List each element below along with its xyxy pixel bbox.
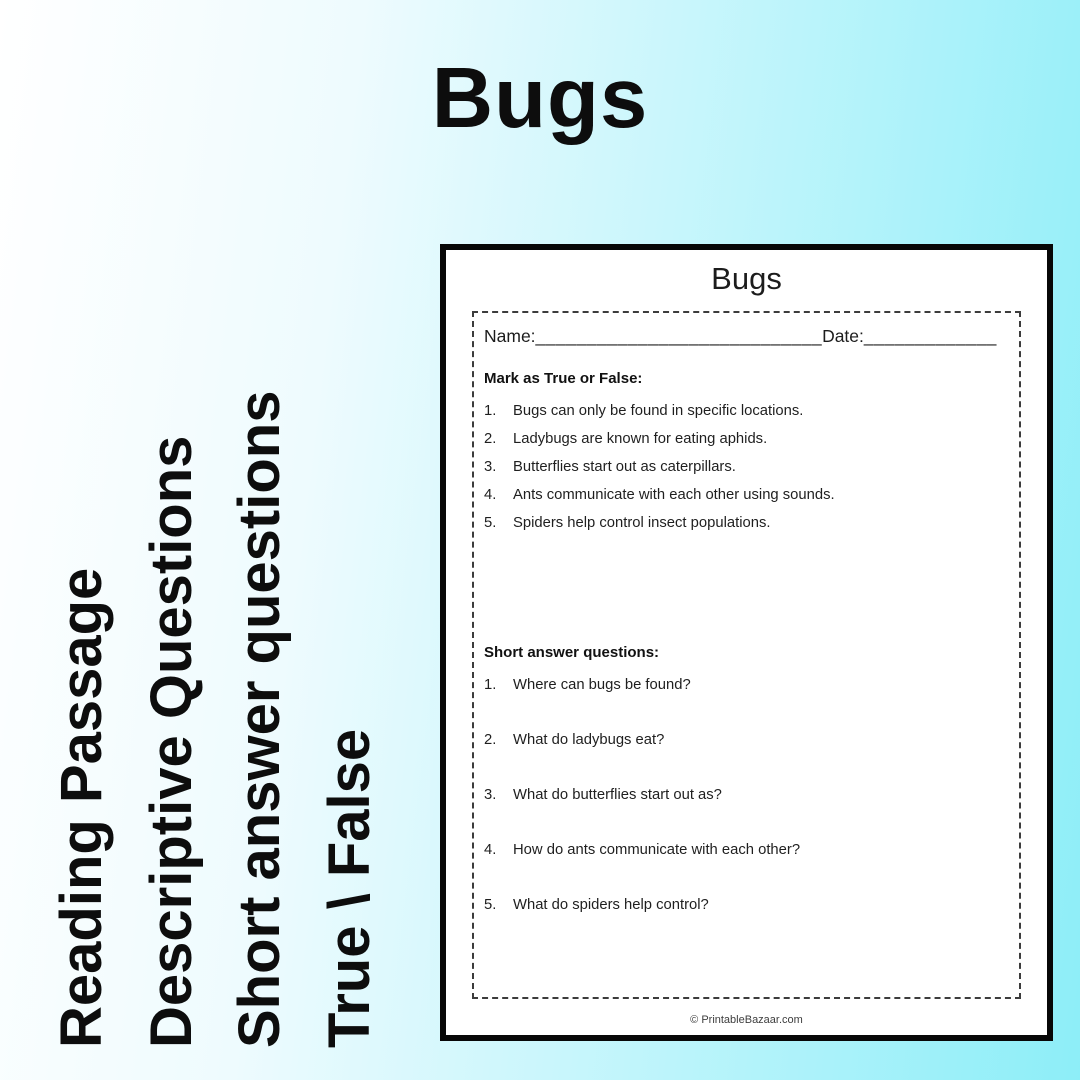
short-answer-item xyxy=(484,786,1009,804)
item-number: 4. xyxy=(484,487,497,503)
item-text: Ants communicate with each other using sounds. xyxy=(513,487,835,503)
true-false-list xyxy=(484,402,1009,532)
item-number: 1. xyxy=(484,403,497,419)
item-text: Spiders help control insect populations. xyxy=(513,515,771,531)
item-number: 1. xyxy=(484,677,497,693)
item-text: How do ants communicate with each other? xyxy=(513,842,801,858)
copyright-footer: © PrintableBazaar.com xyxy=(690,1014,803,1026)
name-field xyxy=(484,326,822,347)
short-answer-list xyxy=(484,676,1009,914)
item-text: Butterflies start out as caterpillars. xyxy=(513,459,736,475)
item-number: 3. xyxy=(484,459,497,475)
item-text: What do spiders help control? xyxy=(513,897,709,913)
worksheet-content-box xyxy=(472,311,1021,999)
main-title: Bugs xyxy=(431,51,649,146)
sidebar-label-descriptive-questions: Descriptive Questions xyxy=(139,435,204,1048)
short-answer-item xyxy=(484,676,1009,694)
name-date-row xyxy=(484,326,1009,347)
date-label: Date: xyxy=(822,326,864,346)
item-number: 5. xyxy=(484,897,497,913)
sidebar-label-true-false: True \ False xyxy=(317,728,382,1048)
date-blank-line: _____________ xyxy=(863,326,997,346)
short-answer-heading: Short answer questions: xyxy=(484,644,660,661)
true-false-item xyxy=(484,458,1009,476)
item-number: 2. xyxy=(484,732,497,748)
item-text: What do ladybugs eat? xyxy=(513,732,665,748)
item-number: 2. xyxy=(484,431,497,447)
true-false-item xyxy=(484,430,1009,448)
item-text: Bugs can only be found in specific locations. xyxy=(513,403,804,419)
item-number: 5. xyxy=(484,515,497,531)
true-false-item xyxy=(484,402,1009,420)
short-answer-item xyxy=(484,896,1009,914)
short-answer-item xyxy=(484,731,1009,749)
true-false-heading: Mark as True or False: xyxy=(484,370,643,387)
item-number: 4. xyxy=(484,842,497,858)
item-number: 3. xyxy=(484,787,497,803)
item-text: What do butterflies start out as? xyxy=(513,787,722,803)
name-blank-line: ____________________________ xyxy=(535,326,823,346)
sidebar-label-short-answer-questions: Short answer questions xyxy=(227,390,292,1048)
short-answer-item xyxy=(484,841,1009,859)
worksheet-page xyxy=(440,244,1053,1041)
item-text: Ladybugs are known for eating aphids. xyxy=(513,431,768,447)
true-false-item xyxy=(484,514,1009,532)
worksheet-title: Bugs xyxy=(711,261,782,296)
date-field xyxy=(822,326,997,347)
name-label: Name: xyxy=(484,326,536,346)
item-text: Where can bugs be found? xyxy=(513,677,691,693)
true-false-item xyxy=(484,486,1009,504)
sidebar-label-reading-passage: Reading Passage xyxy=(49,567,114,1048)
